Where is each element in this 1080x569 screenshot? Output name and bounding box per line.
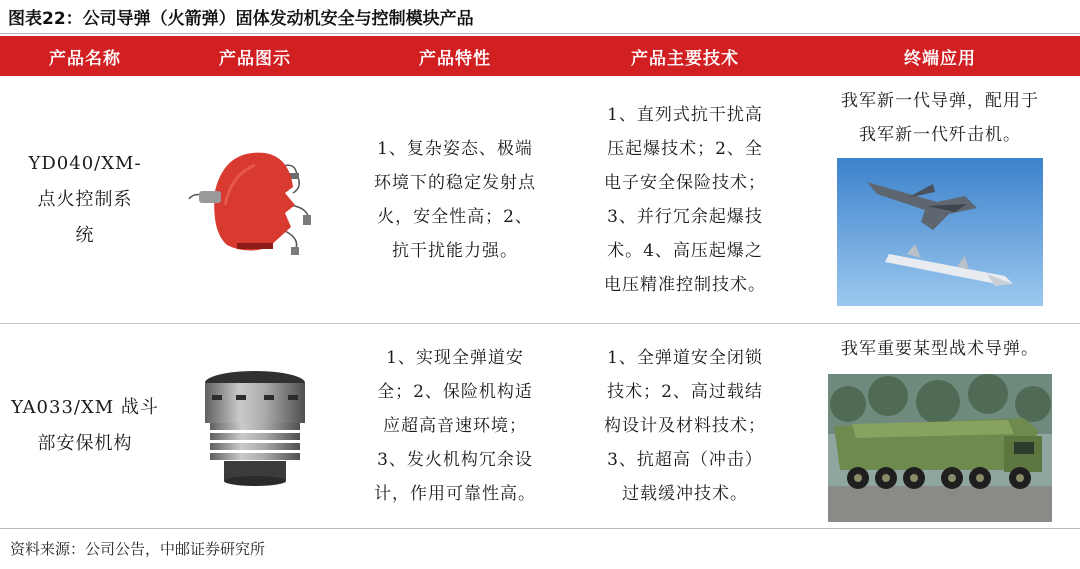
product-image-cell [170,76,340,323]
feature-line: 1、实现全弹道安 [386,347,524,368]
header-product-features: 产品特性 [419,48,491,69]
product-name-line: 统 [75,224,95,246]
feature-line: 火，安全性高；2、 [377,206,533,227]
product-name-line: YD040/XM- [28,152,142,174]
table-row [0,76,1080,323]
product-features-cell [340,76,570,323]
tech-line: 技术；2、高过载结 [607,381,763,402]
tech-line: 压起爆技术；2、全 [607,138,763,159]
tech-line: 构设计及材料技术； [604,415,766,436]
fighter-jet-missile-photo [837,158,1043,306]
feature-line: 计，作用可靠性高。 [374,483,536,504]
product-features-cell [340,324,570,527]
table-row [0,324,1080,527]
product-name-line: YA033/XM 战斗 [11,396,159,418]
figure-title: 图表22：公司导弹（火箭弹）固体发动机安全与控制模块产品 [8,9,474,29]
main-technology-cell [570,76,800,323]
header-terminal-application: 终端应用 [904,48,976,69]
product-name-cell [0,324,170,527]
feature-line: 应超高音速环境； [383,415,527,436]
tech-line: 3、并行冗余起爆技 [607,206,763,227]
tech-line: 过载缓冲技术。 [622,483,748,504]
product-name-line: 点火控制系 [37,188,133,210]
application-line: 我军新一代歼击机。 [859,125,1021,145]
tech-line: 1、全弹道安全闭锁 [607,347,763,368]
ignition-control-unit-image [185,135,325,265]
header-product-name: 产品名称 [49,48,121,69]
header-main-technology: 产品主要技术 [631,48,739,69]
safety-arming-device-image [190,361,320,491]
source-note: 资料来源：公司公告，中邮证券研究所 [10,540,266,558]
feature-line: 全；2、保险机构适 [377,381,533,402]
tech-line: 术。4、高压起爆之 [607,240,763,261]
feature-line: 抗干扰能力强。 [392,240,518,261]
application-line: 我军新一代导弹，配用于 [841,91,1039,111]
product-image-cell [170,324,340,527]
tech-line: 电压精准控制技术。 [604,274,766,295]
product-name-line: 部安保机构 [37,432,133,454]
terminal-application-cell [800,76,1080,323]
header-product-image: 产品图示 [219,48,291,69]
feature-line: 3、发火机构冗余设 [377,449,533,470]
tech-line: 3、抗超高（冲击） [607,449,763,470]
feature-line: 环境下的稳定发射点 [374,172,536,193]
terminal-application-cell [800,324,1080,527]
feature-line: 1、复杂姿态、极端 [377,138,533,159]
product-name-cell [0,76,170,323]
application-line: 我军重要某型战术导弹。 [841,339,1039,359]
table-bottom-divider [0,528,1080,529]
tech-line: 电子安全保险技术； [604,172,766,193]
title-divider [0,33,1080,34]
missile-launcher-truck-photo [828,374,1052,522]
main-technology-cell [570,324,800,527]
table-header [0,36,1080,76]
tech-line: 1、直列式抗干扰高 [607,104,763,125]
